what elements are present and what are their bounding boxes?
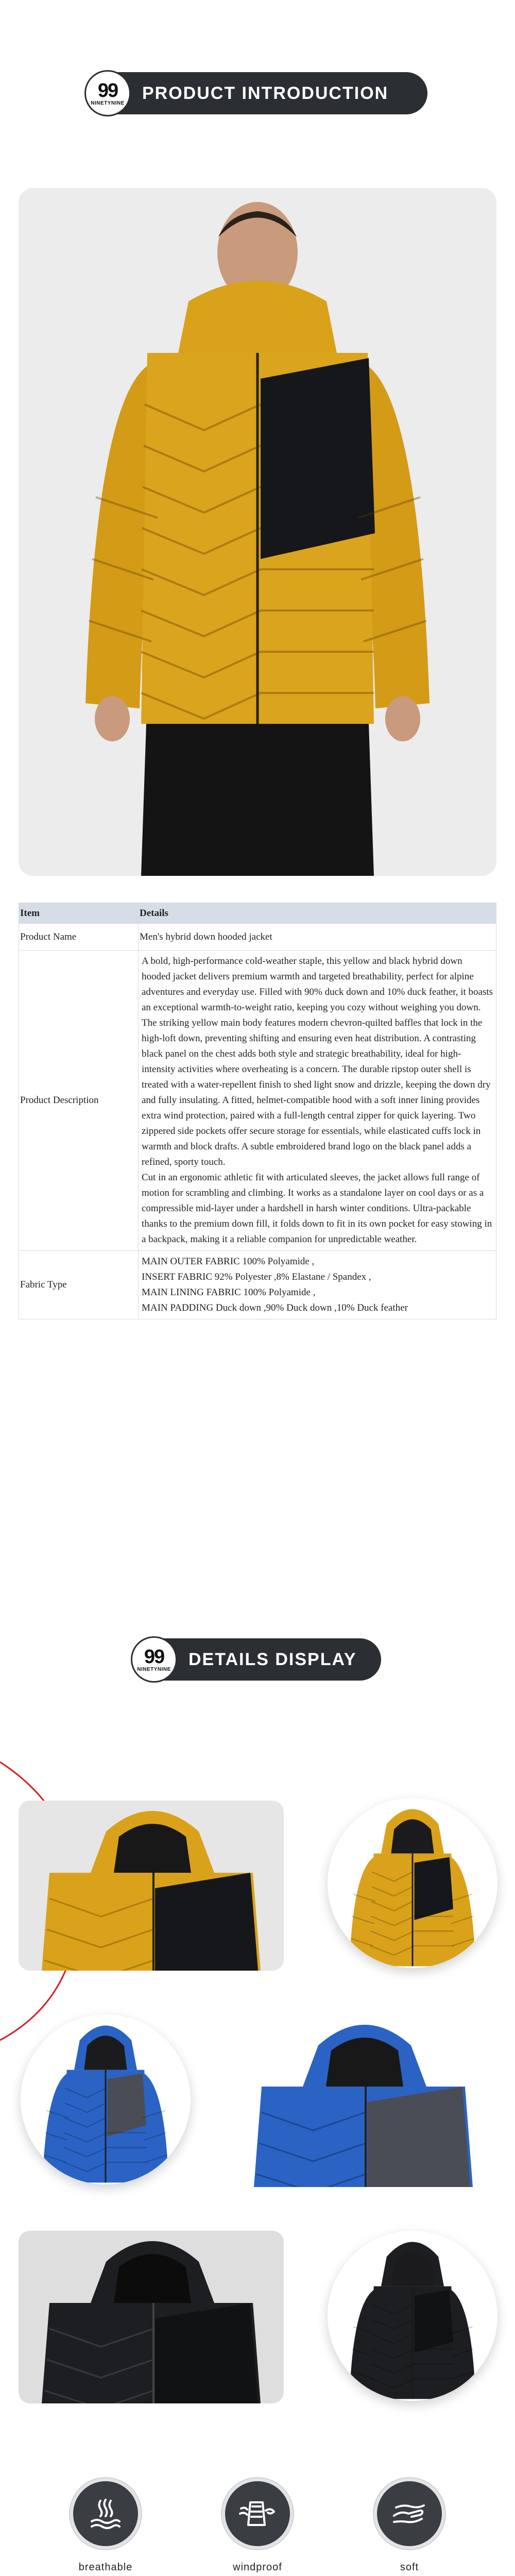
soft-icon [374,2478,445,2549]
detail-photo-blue-jacket-round [21,2014,191,2184]
feature-label: windproof [233,2562,282,2573]
description-paragraph: A bold, high-performance cold-weather staple, this yellow and black hybrid down hooded jacket delivers premium warmth and targeted breathability, perfect for alpine adventures and everyday use. Filled with 90% duck down and 10% duck feather, it boasts an exceptional warmth-to-weight ratio, keeping you cozy without weighing you down. [142,956,493,1013]
hero-product-photo [19,188,496,876]
header-item: Item [19,903,139,924]
fabric-line: MAIN LINING FABRIC 100% Polyamide , [142,1287,316,1298]
section-title: PRODUCT INTRODUCTION [142,83,389,103]
product-spec-table [19,903,496,1319]
row-label: Product Description [19,951,139,1251]
detail-photo-black-jacket-round [328,2231,497,2401]
fabric-line: INSERT FABRIC 92% Polyester ,8% Elastane / Spandex , [142,1272,371,1282]
windproof-icon [222,2478,293,2549]
fabric-line: MAIN OUTER FABRIC 100% Polyamide , [142,1256,315,1267]
brand-logo: 99 NINETYNINE [131,1636,177,1683]
detail-photo-blue-hood-closeup [231,2014,496,2187]
feature-label: soft [400,2562,419,2573]
detail-photo-yellow-jacket-round [328,1798,497,1968]
fabric-type-value [139,1251,496,1319]
table-row [19,951,496,1251]
section-title: DETAILS DISPLAY [188,1649,357,1669]
detail-photo-yellow-hood-closeup [19,1801,284,1971]
fabric-line: MAIN PADDING Duck down ,90% Duck down ,10% Duck feather [142,1302,408,1313]
detail-photo-black-hood-closeup [19,2231,284,2403]
breathable-icon [70,2478,141,2549]
feature-label: breathable [78,2562,133,2573]
row-label: Fabric Type [19,1251,139,1319]
section-header-details [134,1638,381,1681]
product-name-value: Men's hybrid down hooded jacket [139,924,496,951]
description-paragraph: The striking yellow main body features modern chevron-quilted baffles that lock in the high-loft down, preventing shifting and ensuring even heat distribution. A contrasting black panel on the chest adds both style and strategic breathability, ideal for high-intensity activities where overheating is a concern. The durable ripstop outer shell is treated with a water-repellent finish to shed light snow and drizzle, keeping the down dry and fully insulating. A fitted, helmet-compatible hood with a soft inner lining provides extra wind protection, paired with a full-length central zipper for quick layering. Two zippered side pockets offer secure storage for essentials, while elasticated cuffs lock in warmth and block drafts. A subtle embroidered brand logo on the black panel adds a refined, sporty touch. [142,1018,491,1167]
description-paragraph: Cut in an ergonomic athletic fit with articulated sleeves, the jacket allows full range of motion for scrambling and climbing. It works as a standalone layer on cool days or as a compressible mid-layer under a hardshell in harsh winter conditions. Ultra-packable thanks to the premium down fill, it folds down to fit in its own pocket for easy stowing in a backpack, making it a reliable companion for unpredictable weather. [142,1172,492,1245]
section-header-intro [88,72,427,114]
feature-breathable [54,2478,157,2574]
table-row [19,924,496,951]
table-header-row [19,903,496,924]
header-details: Details [139,903,496,924]
brand-logo: 99 NINETYNINE [84,70,131,116]
table-row [19,1251,496,1319]
feature-windproof [206,2478,309,2574]
feature-soft [358,2478,461,2574]
product-description-value [139,951,496,1251]
row-label: Product Name [19,924,139,951]
